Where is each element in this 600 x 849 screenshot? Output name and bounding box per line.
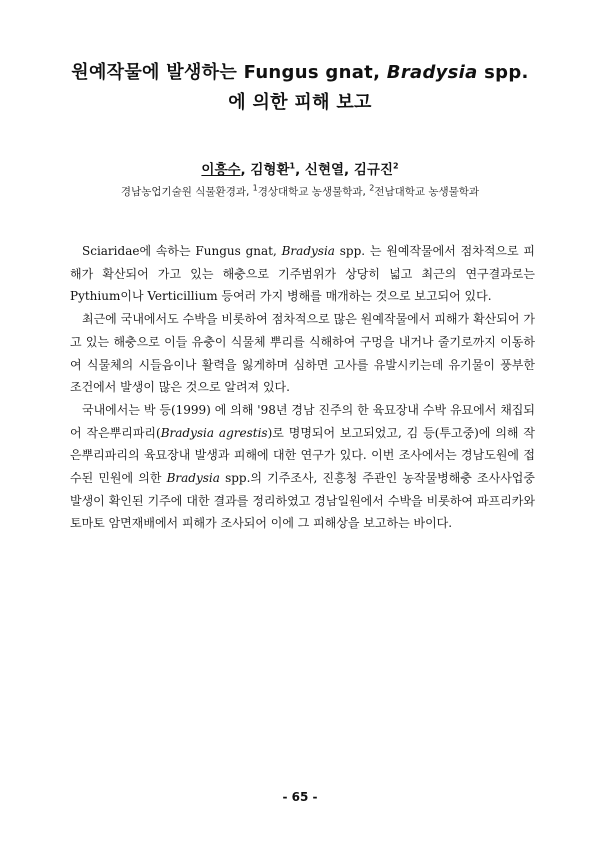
paragraph-1 (70, 240, 535, 308)
abstract-body (70, 240, 535, 535)
genus-italic: Bradysia (166, 471, 220, 486)
affiliation-2: 전남대학교 농생물학과 (374, 186, 480, 198)
title-line-1 (0, 58, 600, 88)
paragraph-3-text-b: )로 명명되어 보고되었고, 김 등(투고중)에 의해 작은뿌리파리의 육묘장내 발생과 피해에 대한 연구가 있다. 이번 조사에서는 경남도원에 접수된 민원에 의한 (70, 425, 535, 486)
species-italic: Bradysia agrestis (160, 425, 268, 440)
author-2: 김형환 (250, 162, 290, 178)
author-separator: , (344, 162, 354, 178)
paragraph-3-text-a: 국내에서는 박 등(1999) 에 의해 '98년 경남 진주의 한 육묘장내 수박 유묘에서 채집되어 작은뿌리파리( (70, 402, 535, 440)
affiliation-2-mark: 2 (369, 183, 375, 193)
presenting-author: 이흥수 (201, 162, 241, 178)
affiliation-1: 경상대학교 농생물학과, (257, 186, 370, 198)
author-separator: , (295, 162, 305, 178)
paragraph-3-text-c: spp.의 기주조사, 진흥청 주관인 농작물병해충 조사사업중 발생이 확인된 기주에 대한 결과를 정리하였고 경남일원에서 수박을 비롯하여 파프리카와 토마토 암면재배에서 피해가 조사되어 이에 그 피해상을 보고하는 바이다. (70, 471, 535, 531)
page-number: - 65 - (282, 790, 318, 804)
author-4-affil-mark: 2 (393, 161, 399, 171)
affiliations (0, 184, 600, 199)
paragraph-1-text-a: Sciaridae에 속하는 Fungus gnat, (82, 244, 282, 258)
title-line-2: 에 의한 피해 보고 (228, 92, 372, 113)
paragraph-1-text-b: spp. 는 원예작물에서 점차적으로 피해가 확산되어 가고 있는 해충으로 기주범위가 상당히 넓고 최근의 연구결과로는 Pythium이나 Verticillium 등여러 가지 병해를 매개하는 것으로 보고되어 있다. (70, 244, 536, 304)
affiliation-1-mark: 1 (252, 183, 258, 193)
paper-title (0, 58, 600, 118)
author-separator: , (240, 162, 251, 178)
genus-italic: Bradysia (281, 244, 335, 258)
author-3: 신현열 (304, 162, 345, 178)
author-list (0, 158, 600, 178)
title-line-1-text: 원예작물에 발생하는 Fungus gnat, (71, 62, 387, 83)
title-line-1-suffix: spp. (477, 62, 529, 83)
paragraph-2: 최근에 국내에서도 수박을 비롯하여 점차적으로 많은 원예작물에서 피해가 확산되어 가고 있는 해충으로 이들 유충이 식물체 뿌리를 식해하여 구멍을 내거나 줄기로까지 이동하여 식물체의 시들음이나 활력을 잃게하며 심하면 고사를 유발시키는데 유기물이 풍부한 조건에서 발생이 많은 것으로 알려져 있다. (70, 312, 535, 395)
paragraph-3 (70, 399, 535, 535)
title-genus-italic: Bradysia (386, 62, 478, 83)
author-2-affil-mark: 1 (289, 161, 296, 171)
affiliation-0: 경남농업기술원 식물환경과, (120, 186, 253, 198)
author-4: 김규진 (353, 162, 394, 178)
